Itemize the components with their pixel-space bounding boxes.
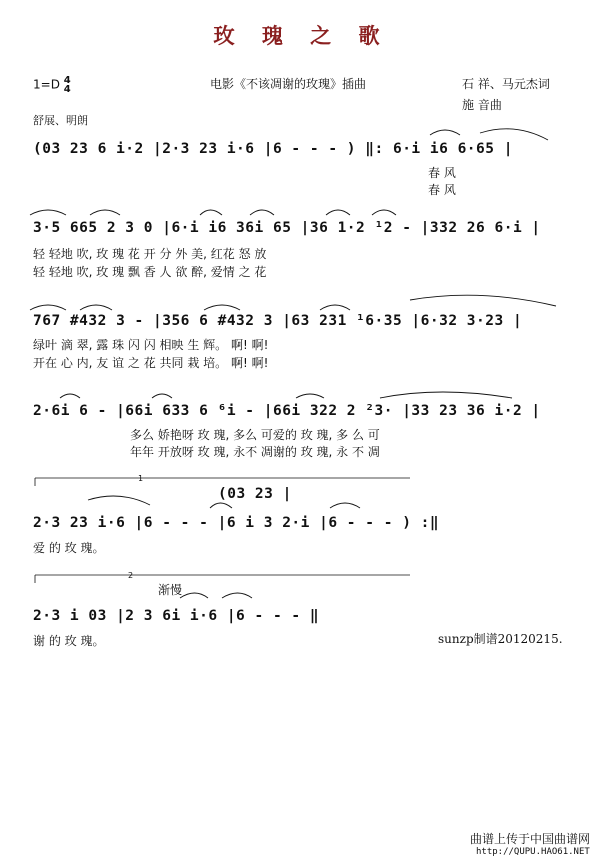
song-title: 玫 瑰 之 歌 — [213, 23, 390, 48]
lyric-line-2b: 轻 轻地 吹, 玫 瑰 飘 香 人 欲 醉, 爱情 之 花 — [33, 265, 267, 279]
lyric-line-5: 爱 的 玫 瑰。 — [33, 541, 105, 555]
key-label: 1=D — [33, 77, 60, 92]
score-line-5: 2·3 23 i·6 |6 - - - |6 i 3 2·i |6 - - - ) :‖ — [33, 515, 440, 531]
lyricist: 石 祥、马元杰词 — [462, 77, 550, 91]
site-url: http://QUPU.HAO61.NET — [476, 847, 590, 857]
volta-2-mark: 2 — [128, 571, 134, 580]
lyric-line-1b: 春 风 — [428, 183, 456, 197]
composer: 施 音曲 — [462, 98, 502, 112]
transcriber-credit: sunzp制谱20120215. — [438, 632, 563, 646]
lyric-line-1a: 春 风 — [428, 166, 456, 180]
volta-1-mark: 1 — [138, 474, 144, 483]
tempo-rit: 渐慢 — [158, 583, 183, 597]
tempo-marking: 舒展、明朗 — [33, 114, 88, 127]
lyric-line-4a: 多么 娇艳呀 玫 瑰, 多么 可爱的 玫 瑰, 多 么 可 — [130, 428, 380, 442]
time-sig-bottom: 4 — [63, 84, 71, 95]
site-watermark: 曲谱上传于中国曲谱网 — [470, 832, 591, 846]
score-line-4: 2·6i 6 - |66i 633 6 ⁶i - |66i 322 2 ²3· |33 23 36 i·2 | — [33, 403, 541, 419]
lyric-line-4b: 年年 开放呀 玫 瑰, 永不 凋谢的 玫 瑰, 永 不 凋 — [130, 445, 380, 459]
score-line-3: 767 #432 3 - |356 6 #432 3 |63 231 ¹6·35 |6·32 3·23 | — [33, 313, 523, 329]
score-line-1: (03 23 6 i·2 |2·3 23 i·6 |6 - - - ) ‖: 6·i i6 6·65 | — [33, 141, 513, 157]
score-line-6: 2·3 i 03 |2 3 6i i·6 |6 - - - ‖ — [33, 608, 320, 624]
volta-1-prefix: (03 23 | — [218, 486, 292, 502]
time-sig-top: 4 — [63, 75, 71, 86]
lyric-line-2a: 轻 轻地 吹, 玫 瑰 花 开 分 外 美, 红花 怒 放 — [33, 247, 267, 261]
source-note: 电影《不该凋谢的玫瑰》插曲 — [210, 77, 367, 91]
score-line-2: 3·5 665 2 3 0 |6·i i6 36i 65 |36 1·2 ¹2 - |332 26 6·i | — [33, 220, 541, 236]
lyric-line-6: 谢 的 玫 瑰。 — [33, 634, 105, 648]
lyric-line-3b: 开在 心 内, 友 谊 之 花 共同 栽 培。 啊! 啊! — [33, 356, 269, 370]
lyric-line-3a: 绿叶 滴 翠, 露 珠 闪 闪 相映 生 辉。 啊! 啊! — [33, 338, 269, 352]
